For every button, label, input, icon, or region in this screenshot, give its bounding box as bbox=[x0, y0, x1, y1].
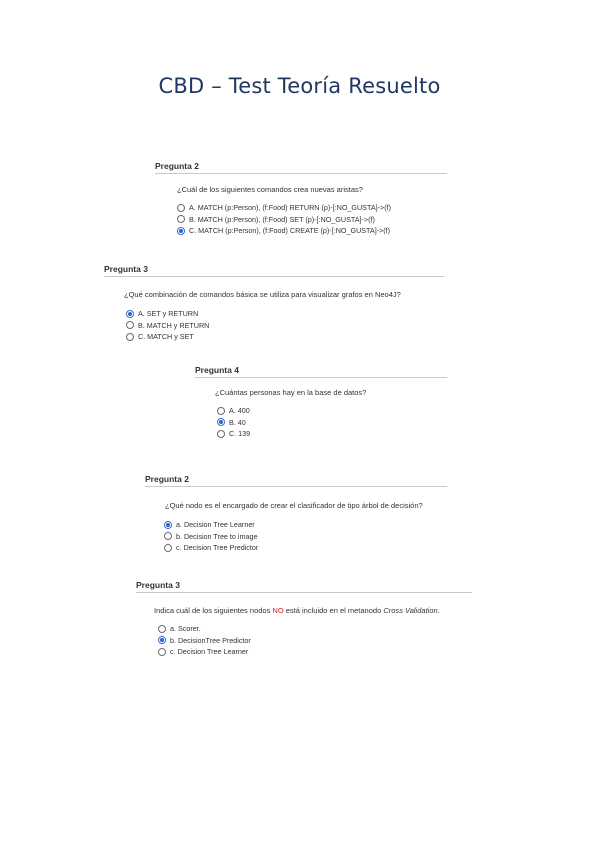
option-label: c. Decision Tree Learner bbox=[170, 647, 249, 657]
radio-icon[interactable] bbox=[126, 333, 134, 341]
option-c[interactable] bbox=[177, 225, 447, 237]
question-header: Pregunta 3 bbox=[104, 264, 444, 277]
question-header: Pregunta 4 bbox=[195, 365, 447, 378]
radio-icon[interactable] bbox=[217, 407, 225, 415]
option-label: a. Decision Tree Learner bbox=[176, 520, 255, 530]
question-text-part: Indica cuál de los siguientes nodos bbox=[154, 606, 273, 615]
question-block-3 bbox=[195, 365, 447, 440]
option-b[interactable] bbox=[177, 214, 447, 226]
radio-icon[interactable] bbox=[164, 544, 172, 552]
question-header: Pregunta 2 bbox=[145, 474, 447, 487]
radio-icon[interactable] bbox=[126, 321, 134, 329]
option-a[interactable] bbox=[177, 202, 447, 214]
option-label: B. MATCH (p:Person), (f:Food) SET (p)-[:NO_GUSTA]->(f) bbox=[189, 214, 375, 224]
question-text: ¿Cuántas personas hay en la base de datos? bbox=[215, 388, 367, 397]
question-text: ¿Qué combinación de comandos básica se utiliza para visualizar grafos en Neo4J? bbox=[124, 290, 401, 299]
radio-selected-icon[interactable] bbox=[217, 418, 225, 426]
italic-term: Cross Validation bbox=[383, 606, 438, 615]
question-text bbox=[154, 606, 472, 615]
option-label: B. MATCH y RETURN bbox=[138, 320, 210, 330]
option-label: a. Scorer. bbox=[170, 624, 201, 634]
option-c[interactable] bbox=[164, 542, 447, 554]
option-a[interactable] bbox=[164, 519, 447, 531]
radio-icon[interactable] bbox=[217, 430, 225, 438]
question-block-2 bbox=[104, 264, 444, 343]
highlighted-word: NO bbox=[272, 606, 284, 615]
question-header: Pregunta 3 bbox=[136, 580, 472, 593]
option-c[interactable] bbox=[126, 331, 444, 343]
option-b[interactable] bbox=[158, 635, 472, 647]
option-a[interactable] bbox=[217, 405, 447, 417]
option-b[interactable] bbox=[126, 320, 444, 332]
options-list bbox=[177, 202, 447, 237]
page-title: CBD – Test Teoría Resuelto bbox=[158, 74, 441, 98]
option-c[interactable] bbox=[217, 428, 447, 440]
question-header: Pregunta 2 bbox=[155, 161, 447, 174]
options-list bbox=[217, 405, 447, 440]
option-label: C. 139 bbox=[229, 429, 251, 439]
option-c[interactable] bbox=[158, 646, 472, 658]
option-a[interactable] bbox=[126, 308, 444, 320]
option-label: c. Decision Tree Predictor bbox=[176, 543, 259, 553]
options-list bbox=[126, 308, 444, 343]
option-a[interactable] bbox=[158, 623, 472, 635]
radio-icon[interactable] bbox=[164, 532, 172, 540]
question-text-part: está incluido en el metanodo bbox=[283, 606, 384, 615]
radio-icon[interactable] bbox=[158, 648, 166, 656]
question-block-1 bbox=[155, 161, 447, 237]
question-text-part: . bbox=[437, 606, 440, 615]
options-list bbox=[158, 623, 472, 658]
option-b[interactable] bbox=[217, 417, 447, 429]
question-block-4 bbox=[145, 474, 447, 554]
option-label: b. DecisionTree Predictor bbox=[170, 635, 251, 645]
question-text: ¿Qué nodo es el encargado de crear el clasificador de tipo árbol de decisión? bbox=[165, 501, 423, 510]
option-label: C. MATCH y SET bbox=[138, 332, 194, 342]
question-text: ¿Cuál de los siguientes comandos crea nuevas aristas? bbox=[177, 185, 363, 194]
option-label: A. SET y RETURN bbox=[138, 309, 199, 319]
option-label: A. MATCH (p:Person), (f:Food) RETURN (p)-[:NO_GUSTA]->(f) bbox=[189, 203, 392, 213]
option-label: b. Decision Tree to image bbox=[176, 531, 258, 541]
radio-selected-icon[interactable] bbox=[177, 227, 185, 235]
radio-icon[interactable] bbox=[177, 204, 185, 212]
option-label: A. 400 bbox=[229, 406, 250, 416]
option-label: C. MATCH (p:Person), (f:Food) CREATE (p)-[:NO_GUSTA]->(f) bbox=[189, 226, 391, 236]
option-label: B. 40 bbox=[229, 417, 246, 427]
radio-icon[interactable] bbox=[158, 625, 166, 633]
question-block-5 bbox=[136, 580, 472, 658]
radio-selected-icon[interactable] bbox=[126, 310, 134, 318]
radio-selected-icon[interactable] bbox=[164, 521, 172, 529]
options-list bbox=[164, 519, 447, 554]
radio-selected-icon[interactable] bbox=[158, 636, 166, 644]
radio-icon[interactable] bbox=[177, 215, 185, 223]
option-b[interactable] bbox=[164, 531, 447, 543]
